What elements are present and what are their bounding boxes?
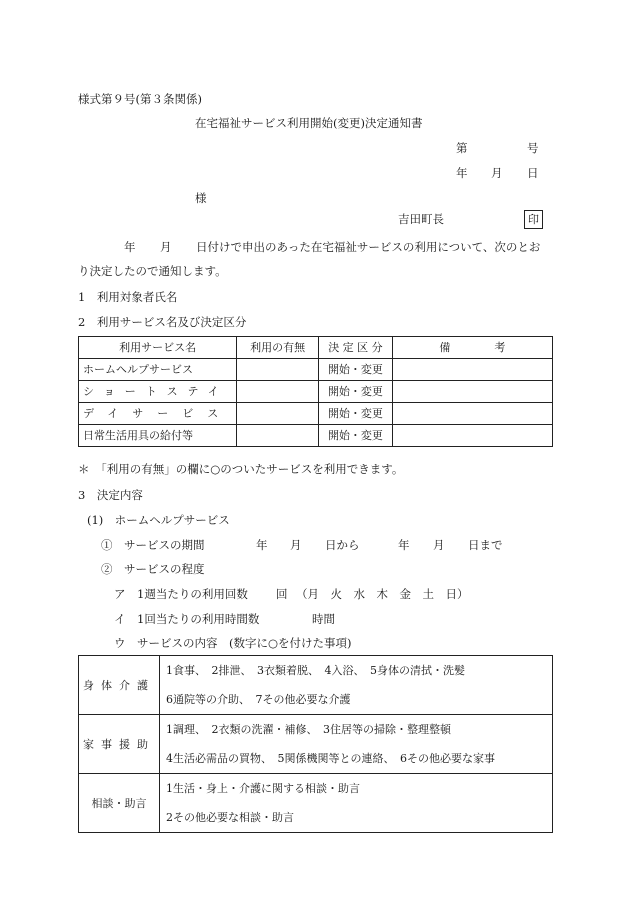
table-row: [79, 381, 553, 403]
decision-cell: 開始・変更: [319, 359, 393, 381]
category-housework: 家事援助: [79, 715, 160, 774]
remarks-cell: [392, 403, 552, 425]
period-label: ① サービスの期間: [101, 538, 205, 552]
usage-cell: [237, 381, 319, 403]
service-name: 日常生活用具の給付等: [79, 425, 237, 447]
service-content-table: [78, 655, 553, 833]
decision-cell: 開始・変更: [319, 425, 393, 447]
degree-label: ② サービスの程度: [101, 562, 205, 576]
intro-year: 年: [124, 240, 136, 254]
col-header-remarks: 備 考: [392, 337, 552, 359]
intro-line-1: 日付けで申出のあった在宅福祉サービスの利用について、次のとお: [196, 240, 541, 254]
remarks-cell: [392, 425, 552, 447]
section-2-heading: 2 利用サービス名及び決定区分: [78, 315, 247, 329]
col-header-service-name: 利用サービス名: [79, 337, 237, 359]
period-month-from: 月: [290, 538, 302, 552]
category-items: [160, 715, 553, 774]
hours-unit: 時間: [312, 612, 335, 626]
usage-note: ＊ 「利用の有無」の欄に○のついたサービスを利用できます。: [78, 462, 404, 476]
section-3-heading: 3 決定内容: [78, 488, 143, 502]
subsection-home-help: (1) ホームヘルプサービス: [87, 513, 230, 527]
content-line: 2その他必要な相談・助言: [166, 811, 294, 824]
hours-label: イ 1回当たりの利用時間数: [114, 612, 260, 626]
decision-cell: 開始・変更: [319, 381, 393, 403]
category-items: [160, 774, 553, 833]
intro-line-2: り決定したので通知します。: [78, 264, 227, 278]
weekday-list: （月 火 水 木 金 土 日）: [296, 587, 469, 601]
content-line: 4生活必需品の買物、 5関係機関等との連絡、 6その他必要な家事: [166, 752, 495, 765]
table-row: [79, 425, 553, 447]
table-header-row: [79, 337, 553, 359]
table-row: [79, 359, 553, 381]
table-row: [79, 715, 553, 774]
form-number: 様式第９号(第３条関係): [78, 92, 202, 106]
date-month: 月: [491, 166, 503, 180]
date-day: 日: [527, 166, 539, 180]
content-label: ウ サービスの内容 (数字に○を付けた事項): [114, 636, 352, 650]
period-year-until: 年: [398, 538, 410, 552]
service-name: デイサービス: [79, 403, 237, 425]
category-items: [160, 656, 553, 715]
period-year-from: 年: [256, 538, 268, 552]
remarks-cell: [392, 381, 552, 403]
decision-cell: 開始・変更: [319, 403, 393, 425]
service-name: ショートステイ: [79, 381, 237, 403]
usage-cell: [237, 425, 319, 447]
addressee-suffix: 様: [195, 191, 207, 205]
issuer-name: 吉田町長: [398, 212, 444, 226]
period-until: 日まで: [468, 538, 503, 552]
service-name: ホームヘルプサービス: [79, 359, 237, 381]
usage-cell: [237, 359, 319, 381]
date-year: 年: [456, 166, 468, 180]
category-physical-care: 身体介護: [79, 656, 160, 715]
document-title: 在宅福祉サービス利用開始(変更)決定通知書: [195, 116, 423, 130]
period-from: 日から: [325, 538, 360, 552]
weekly-count-label: ア 1週当たりの利用回数: [114, 587, 248, 601]
content-line: 1生活・身上・介護に関する相談・助言: [166, 782, 360, 795]
content-line: 1調理、 2衣類の洗濯・補修、 3住居等の掃除・整理整頓: [166, 723, 451, 736]
service-decision-table: [78, 336, 553, 447]
intro-month: 月: [160, 240, 172, 254]
table-row: [79, 774, 553, 833]
table-row: [79, 656, 553, 715]
table-row: [79, 403, 553, 425]
remarks-cell: [392, 359, 552, 381]
content-line: 1食事、 2排泄、 3衣類着脱、 4入浴、 5身体の清拭・洗髪: [166, 664, 465, 677]
section-1-heading: 1 利用対象者氏名: [78, 290, 178, 304]
number-prefix: 第: [456, 141, 468, 155]
period-month-until: 月: [433, 538, 445, 552]
category-consultation: 相談・助言: [79, 774, 160, 833]
weekly-count-unit: 回: [276, 587, 288, 601]
usage-cell: [237, 403, 319, 425]
seal-box: 印: [524, 210, 543, 229]
content-line: 6通院等の介助、 7その他必要な介護: [166, 693, 351, 706]
col-header-usage: 利用の有無: [237, 337, 319, 359]
col-header-decision: 決 定 区 分: [319, 337, 393, 359]
number-suffix: 号: [527, 141, 539, 155]
